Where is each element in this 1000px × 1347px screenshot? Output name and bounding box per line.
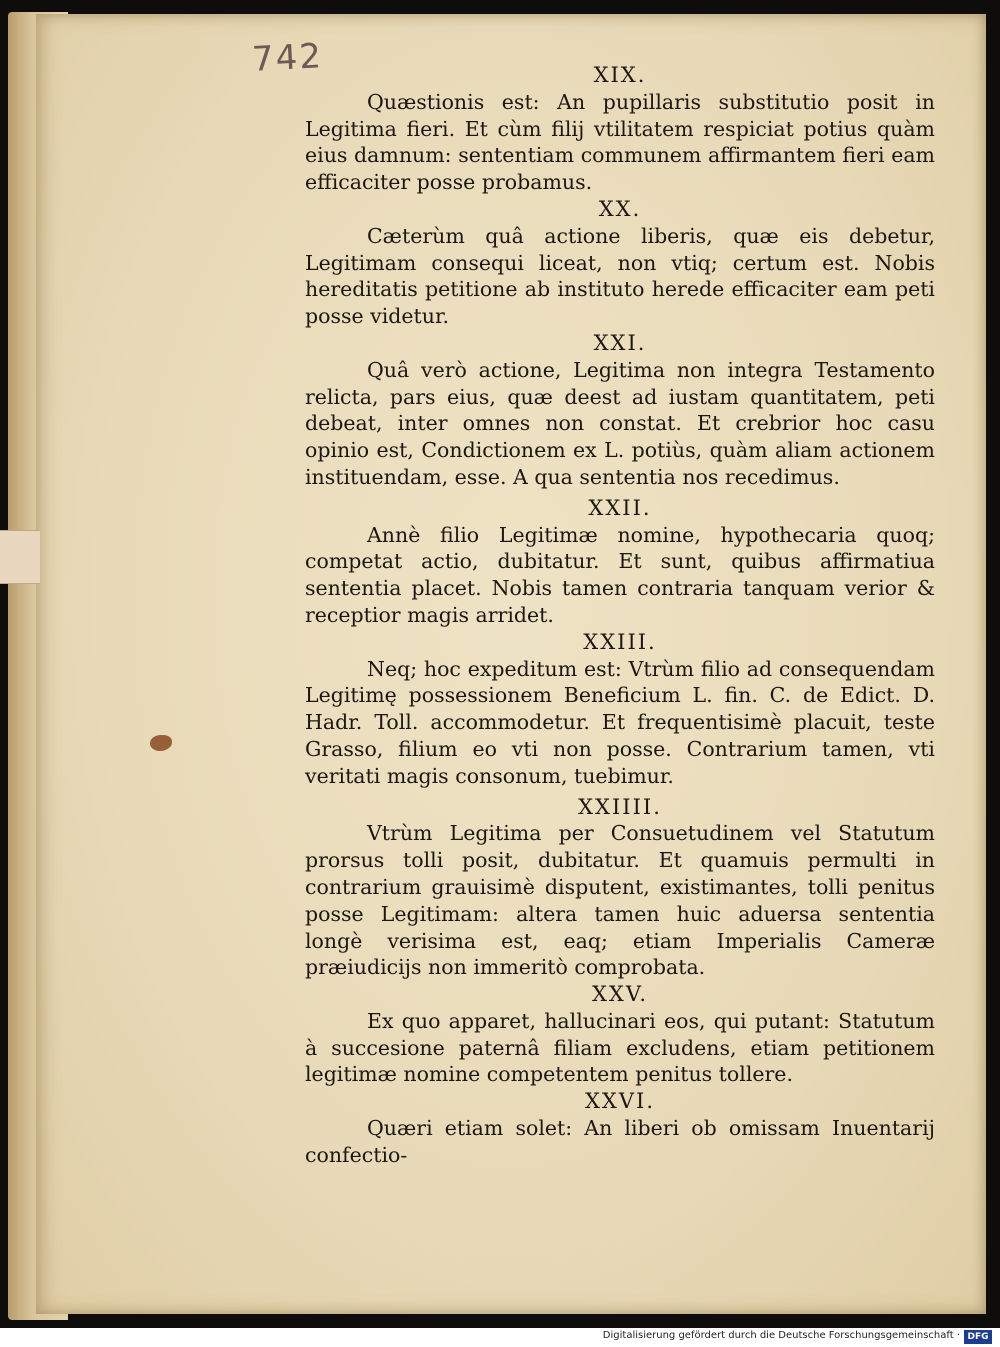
section-heading: XXI.: [593, 330, 647, 355]
text-block: [305, 62, 935, 1169]
section-paragraph: Quæri etiam solet: An liberi ob omissam Inuentarij confectio-: [305, 1116, 935, 1167]
section-paragraph: Cæterùm quâ actione liberis, quæ eis debetur, Legitimam consequi liceat, non vtiq; certum est. Nobis hereditatis petitione ab instituto herede efficaciter eam peti posse videtur.: [305, 223, 935, 329]
paper-tab: [0, 530, 40, 584]
section-heading: XXV.: [591, 982, 649, 1007]
handwritten-page-number: 742: [251, 36, 324, 80]
section-heading: XXIII.: [583, 629, 657, 654]
section-heading: XX.: [598, 196, 642, 221]
dfg-logo: DFG: [964, 1330, 992, 1344]
section-paragraph: Neq; hoc expeditum est: Vtrùm filio ad consequendam Legitimę possessionem Beneficium L. fin. C. de Edict. D. Hadr. Toll. accommodetur. Et frequentisimè placuit, teste Grasso, filium eo vti non posse. Contrarium tamen, vti veritati magis consonum, tuebimur.: [305, 656, 935, 788]
section-paragraph: Quâ verò actione, Legitima non integra Testamento relicta, pars eius, quæ deest ad iustam quantitatem, peti debeat, inter omnes non constat. Et crebrior hoc casu opinio est, Condictionem ex L. potiùs, quàm aliam actionem instituendam, esse. A qua sententia nos recedimus.: [305, 357, 935, 489]
section-heading: XXVI.: [584, 1089, 656, 1114]
section-paragraph: Ex quo apparet, hallucinari eos, qui putant: Statutum à succesione paternâ filiam excludens, etiam petitionem legitimæ nomine competentem penitus tollere.: [305, 1008, 935, 1087]
section-heading: XXII.: [588, 495, 652, 520]
digitization-footer: [0, 1328, 1000, 1347]
section-paragraph: Annè filio Legitimæ nomine, hypothecaria quoq; competat actio, dubitatur. Et sunt, quibus affirmatiua sententia placet. Nobis tamen contraria tanquam verior & receptior magis arridet.: [305, 522, 935, 627]
section-paragraph: Vtrùm Legitima per Consuetudinem vel Statutum prorsus tolli posit, dubitatur. Et quamuis permulti in contrarium grauisimè disputent, existimantes, tolli penitus posse Legitimam: altera tamen huic aduersa sententia longè verisima est, eaq; etiam Imperialis Cameræ præiudicijs non immeritò comprobata.: [305, 821, 935, 980]
section-heading: XIX.: [593, 63, 647, 87]
section-paragraph: Quæstionis est: An pupillaris substitutio posit in Legitima fieri. Et cùm filij vtilitatem respiciat potius quàm eius damnum: sententiam communem affirmantem fieri eam efficaciter posse probamus.: [305, 89, 935, 195]
section-heading: XXIIII.: [578, 794, 662, 819]
footer-credit: Digitalisierung gefördert durch die Deutsche Forschungsgemeinschaft ·: [602, 1330, 960, 1341]
